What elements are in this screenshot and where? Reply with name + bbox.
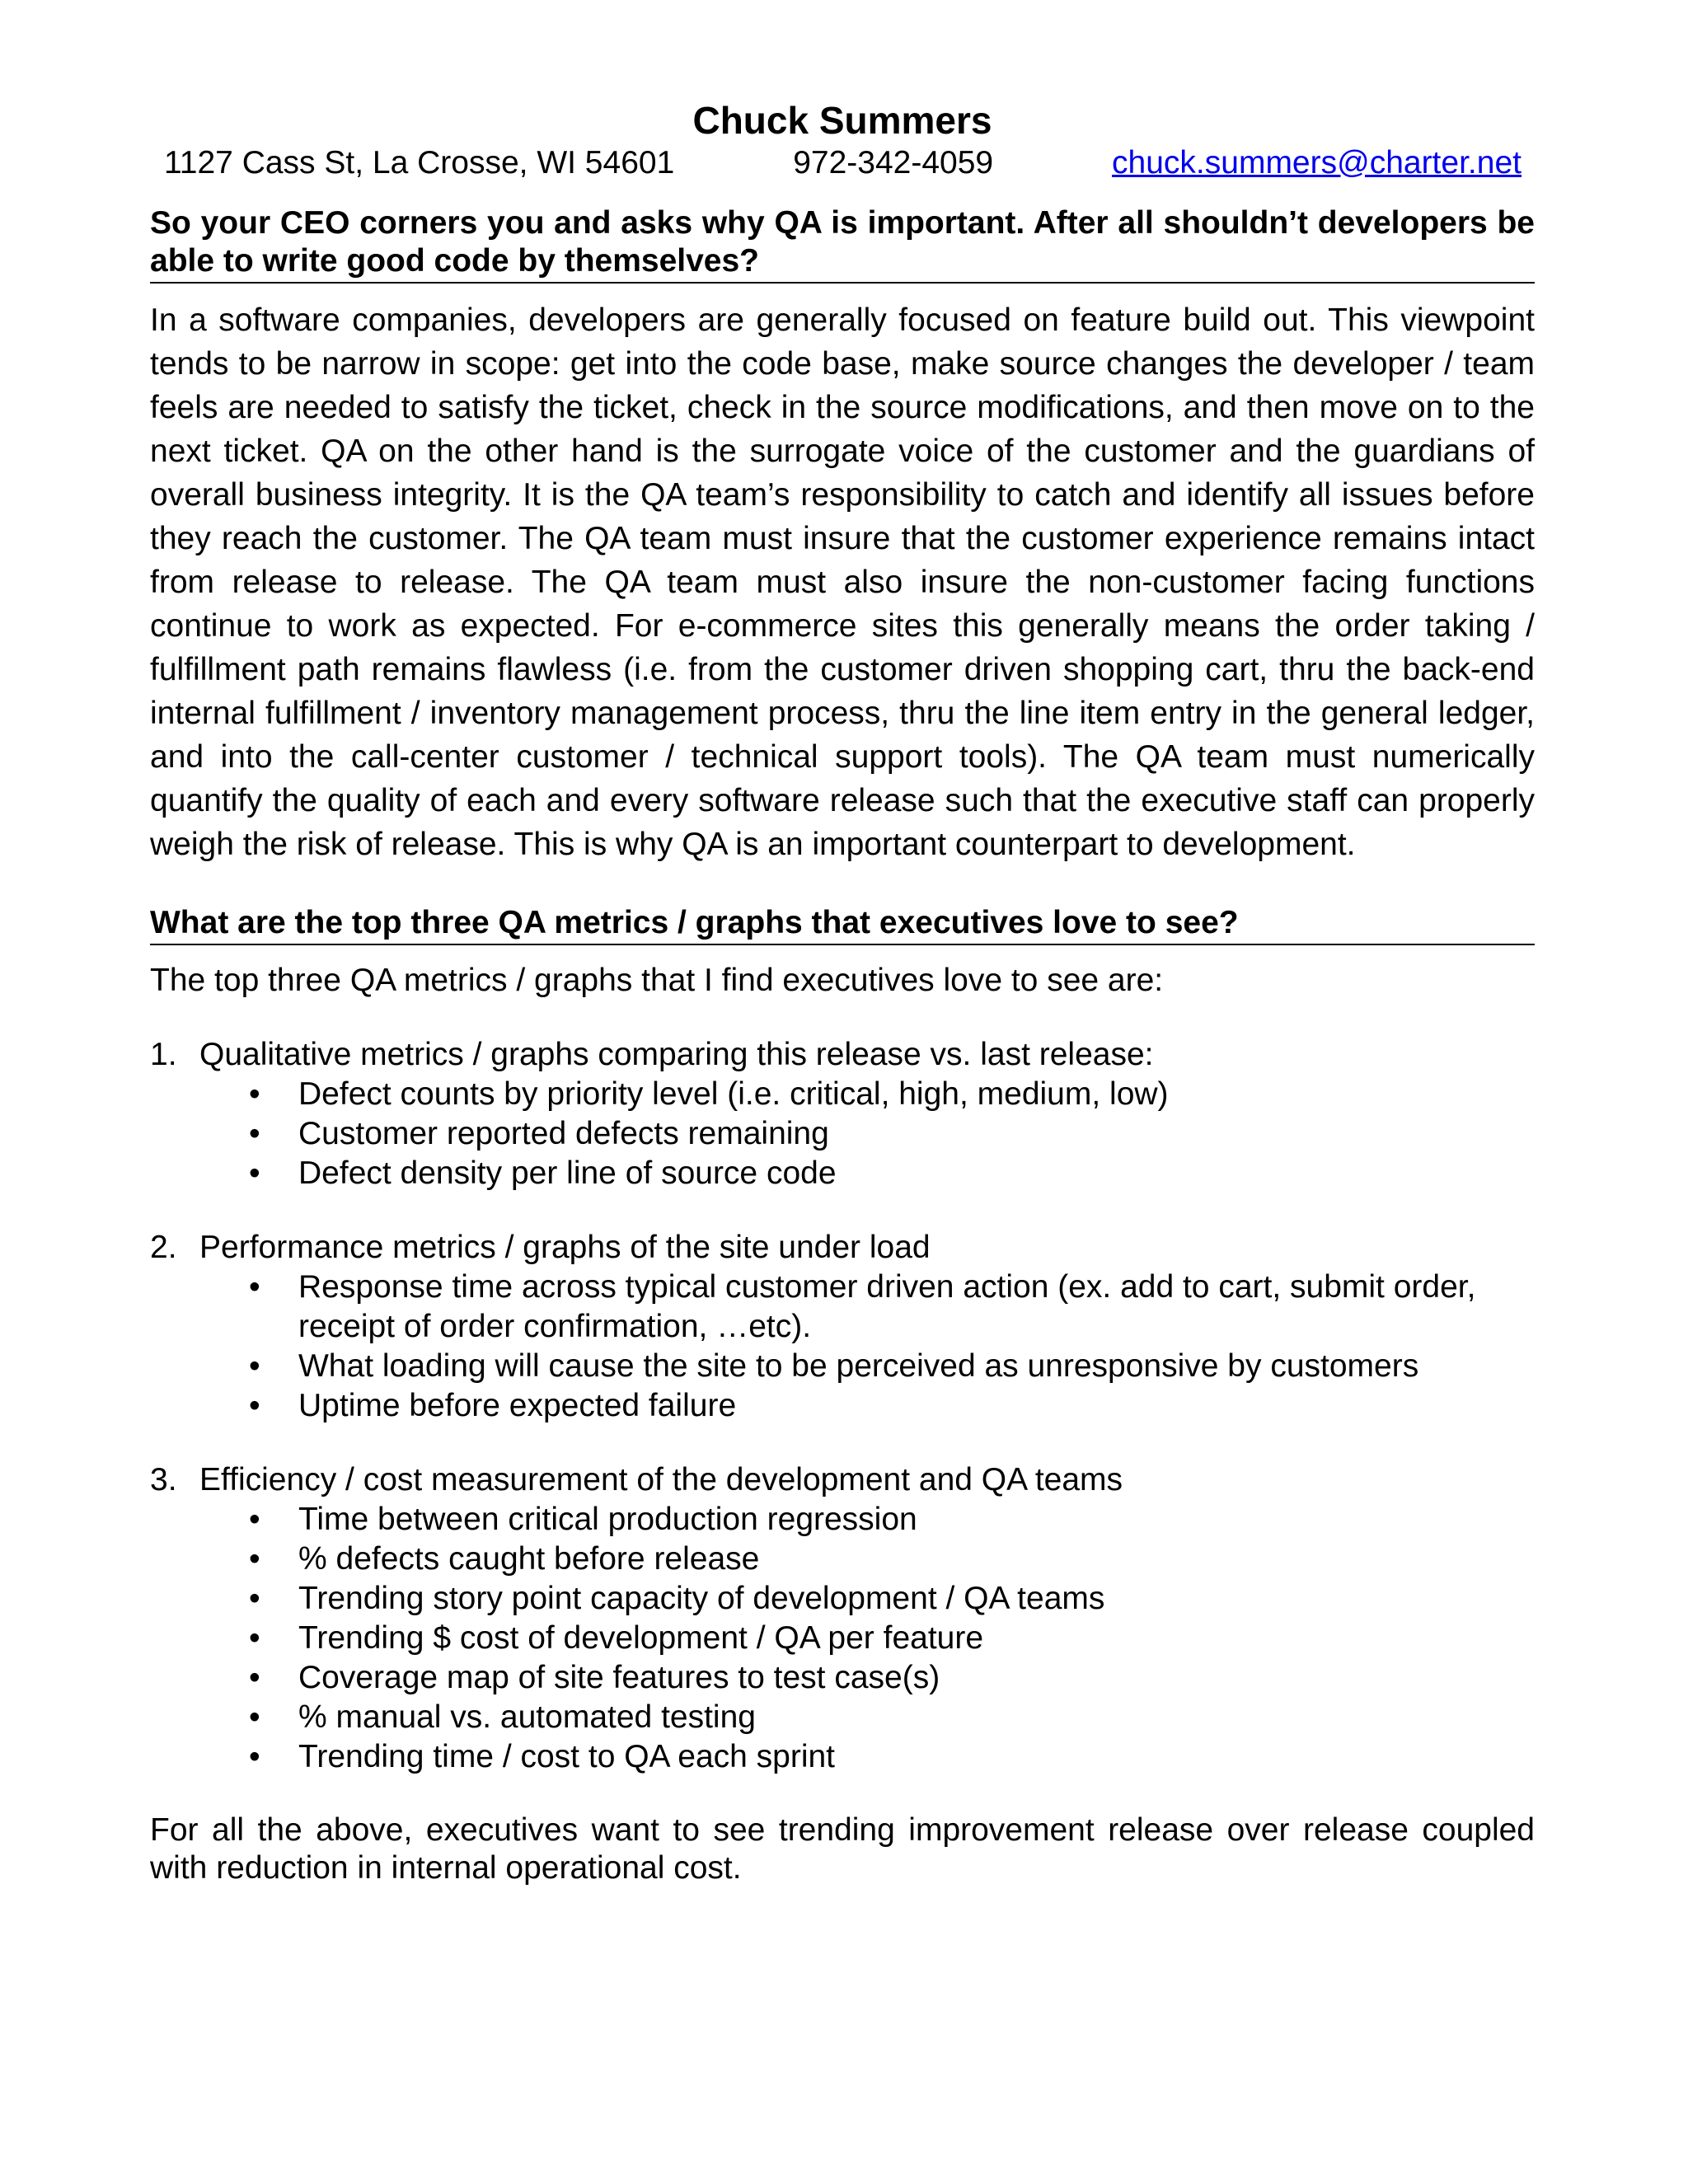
metric-bullets <box>150 1500 1535 1777</box>
bullet-item: • Coverage map of site features to test case(s) <box>150 1658 1535 1698</box>
document-page <box>150 97 1535 1887</box>
metric-number: 3. <box>150 1462 177 1497</box>
question-top-metrics: What are the top three QA metrics / graphs that executives love to see? <box>150 904 1535 945</box>
metrics-intro: The top three QA metrics / graphs that I find executives love to see are: <box>150 963 1164 998</box>
bullet-item: • Customer reported defects remaining <box>150 1114 1535 1154</box>
bullet-icon: • <box>249 1116 260 1151</box>
author-name: Chuck Summers <box>692 99 992 142</box>
metric-title: Performance metrics / graphs of the site under load <box>199 1230 931 1265</box>
question-why-qa: So your CEO corners you and asks why QA is important. After all shouldn’t developers be able to write good code by themselves? <box>150 204 1535 284</box>
contact-line <box>150 143 1535 183</box>
bullet-item: • Trending $ cost of development / QA per feature <box>150 1619 1535 1658</box>
bullet-item: • Defect counts by priority level (i.e. critical, high, medium, low) <box>150 1075 1535 1114</box>
bullet-item: • Trending time / cost to QA each sprint <box>150 1737 1535 1777</box>
bullet-icon: • <box>249 1502 260 1537</box>
bullet-item: • % manual vs. automated testing <box>150 1698 1535 1737</box>
bullet-item: • Time between critical production regression <box>150 1500 1535 1540</box>
bullet-item: • % defects caught before release <box>150 1540 1535 1579</box>
bullet-icon: • <box>249 1348 260 1384</box>
bullet-item: • What loading will cause the site to be perceived as unresponsive by customers <box>150 1347 1535 1386</box>
metric-number: 2. <box>150 1230 177 1265</box>
metric-title: Efficiency / cost measurement of the development and QA teams <box>199 1462 1123 1497</box>
email-link[interactable]: chuck.summers@charter.net <box>1112 145 1522 180</box>
metric-item <box>150 1228 1535 1426</box>
bullet-item: • Trending story point capacity of development / QA teams <box>150 1579 1535 1619</box>
bullet-icon: • <box>249 1581 260 1616</box>
bullet-item: • Uptime before expected failure <box>150 1386 1535 1426</box>
bullet-icon: • <box>249 1739 260 1774</box>
metric-bullets <box>150 1268 1535 1426</box>
metric-title: Qualitative metrics / graphs comparing this release vs. last release: <box>199 1037 1154 1072</box>
metrics-list <box>150 1035 1535 1777</box>
answer-why-qa: In a software companies, developers are generally focused on feature build out. This viewpoint tends to be narrow in scope: get into the code base, make source changes the developer / team feels are needed to satisfy the ticket, check in the source modifications, and then move on to the next ticket. QA on the other hand is the surrogate voice of the customer and the guardians of overall business integrity. It is the QA team’s responsibility to catch and identify all issues before they reach the customer. The QA team must insure that the customer experience remains intact from release to release. The QA team must also insure the non-customer facing functions continue to work as expected. For e-commerce sites this generally means the order taking / fulfillment path remains flawless (i.e. from the customer driven shopping cart, thru the back-end internal fulfillment / inventory management process, thru the line item entry in the general ledger, and into the call-center customer / technical support tools). The QA team must numerically quantify the quality of each and every software release such that the executive staff can properly weigh the risk of release. This is why QA is an important counterpart to development. <box>150 302 1535 862</box>
bullet-icon: • <box>249 1269 260 1305</box>
bullet-item: • Response time across typical customer driven action (ex. add to cart, submit order, receipt of order confirmation, …etc). <box>249 1269 1476 1344</box>
metric-bullets <box>150 1075 1535 1193</box>
bullet-icon: • <box>249 1620 260 1656</box>
metric-item <box>150 1035 1535 1193</box>
bullet-icon: • <box>249 1699 260 1735</box>
bullet-icon: • <box>249 1388 260 1423</box>
phone: 972-342-4059 <box>793 145 994 180</box>
metric-item <box>150 1460 1535 1777</box>
bullet-icon: • <box>249 1541 260 1577</box>
closing-paragraph: For all the above, executives want to see trending improvement release over release coupled with reduction in internal operational cost. <box>150 1812 1535 1886</box>
bullet-icon: • <box>249 1076 260 1112</box>
bullet-icon: • <box>249 1660 260 1695</box>
metric-number: 1. <box>150 1037 177 1072</box>
bullet-item: • Defect density per line of source code <box>150 1154 1535 1193</box>
bullet-icon: • <box>249 1155 260 1191</box>
address: 1127 Cass St, La Crosse, WI 54601 <box>164 145 675 180</box>
